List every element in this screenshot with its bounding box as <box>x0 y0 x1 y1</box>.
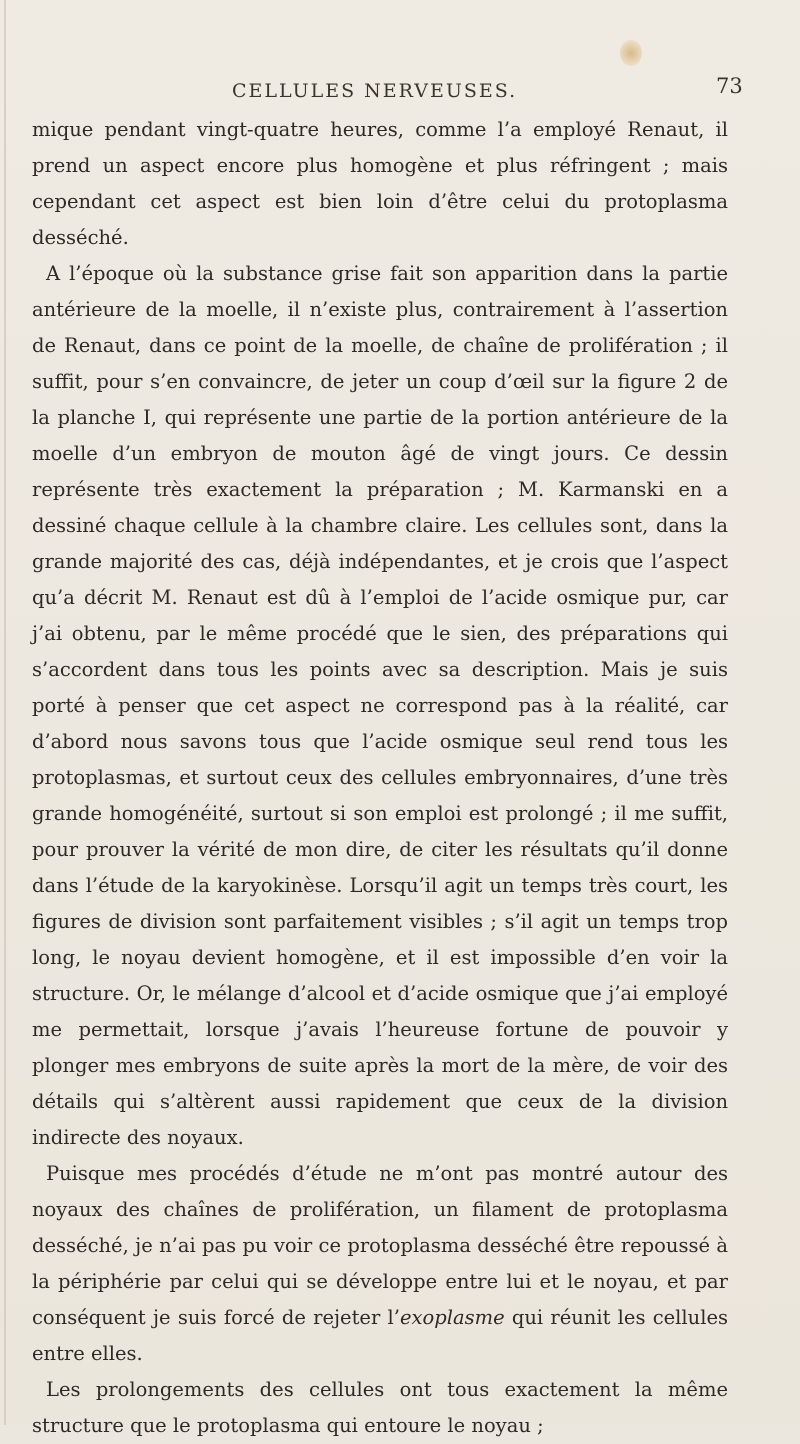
page-number: 73 <box>716 74 743 98</box>
ink-stain <box>620 40 642 66</box>
paragraph-prolongements: Les prolongements des cellules ont tous exactement la même structure que le protoplasma qui entoure le noyau ; <box>32 1378 728 1437</box>
paragraph-exoplasme-start: Puisque mes procédés d’étude ne m’ont pas montré autour des noyaux des chaînes de prolifération, un filament de protoplasma desséché, je n’ai pas pu voir ce protoplasma desséché être repoussé à la périphérie par celui qui se développe entre lui et le noyau, et par conséquent je suis forcé de rejeter l’ <box>32 1162 728 1329</box>
paragraph-exoplasme <box>32 1156 728 1372</box>
body-text <box>32 112 728 1444</box>
paragraph-substance-grise: A l’époque où la substance grise fait son apparition dans la partie antérieure de la moelle, il n’existe plus, contrairement à l’assertion de Renaut, dans ce point de la moelle, de chaîne de prolifération ; il suffit, pour s’en convaincre, de jeter un coup d’œil sur la figure 2 de la planche I, qui représente une partie de la portion antérieure de la moelle d’un embryon de mouton âgé de vingt jours. Ce dessin représente très exactement la préparation ; M. Karmanski en a dessiné chaque cellule à la chambre claire. Les cellules sont, dans la grande majorité des cas, déjà indépendantes, et je crois que l’aspect qu’a décrit M. Renaut est dû à l’emploi de l’acide osmique pur, car j’ai obtenu, par le même procédé que le sien, des préparations qui s’accordent dans tous les points avec sa description. Mais je suis porté à penser que cet aspect ne correspond pas à la réalité, car d’abord nous savons tous que l’acide osmique seul rend tous les protoplasmas, et surtout ceux des cellules embryonnaires, d’une très grande homogénéité, surtout si son emploi est prolongé ; il me suffit, pour prouver la vérité de mon dire, de citer les résultats qu’il donne dans l’étude de la karyokinèse. Lorsqu’il agit un temps très court, les figures de division sont parfaitement visibles ; s’il agit un temps trop long, le noyau devient homogène, et il est impossible d’en voir la structure. Or, le mélange d’alcool et d’acide osmique que j’ai employé me permettait, lorsque j’avais l’heureuse fortune de pouvoir y plonger mes embryons de suite après la mort de la mère, de voir des détails qui s’altèrent aussi rapidement que ceux de la division indirecte des noyaux. <box>32 262 728 1149</box>
paragraph-exoplasme-end: qui réunit les cellules entre elles. <box>32 1306 728 1365</box>
page-edge <box>4 0 6 1425</box>
running-title: CELLULES NERVEUSES. <box>232 80 518 102</box>
paragraph-continuation: mique pendant vingt-quatre heures, comme l’a employé Renaut, il prend un aspect encore plus homogène et plus réfringent ; mais cependant cet aspect est bien loin d’être celui du protoplasma desséché. <box>32 118 728 249</box>
term-exoplasme: exoplasme <box>399 1306 505 1329</box>
